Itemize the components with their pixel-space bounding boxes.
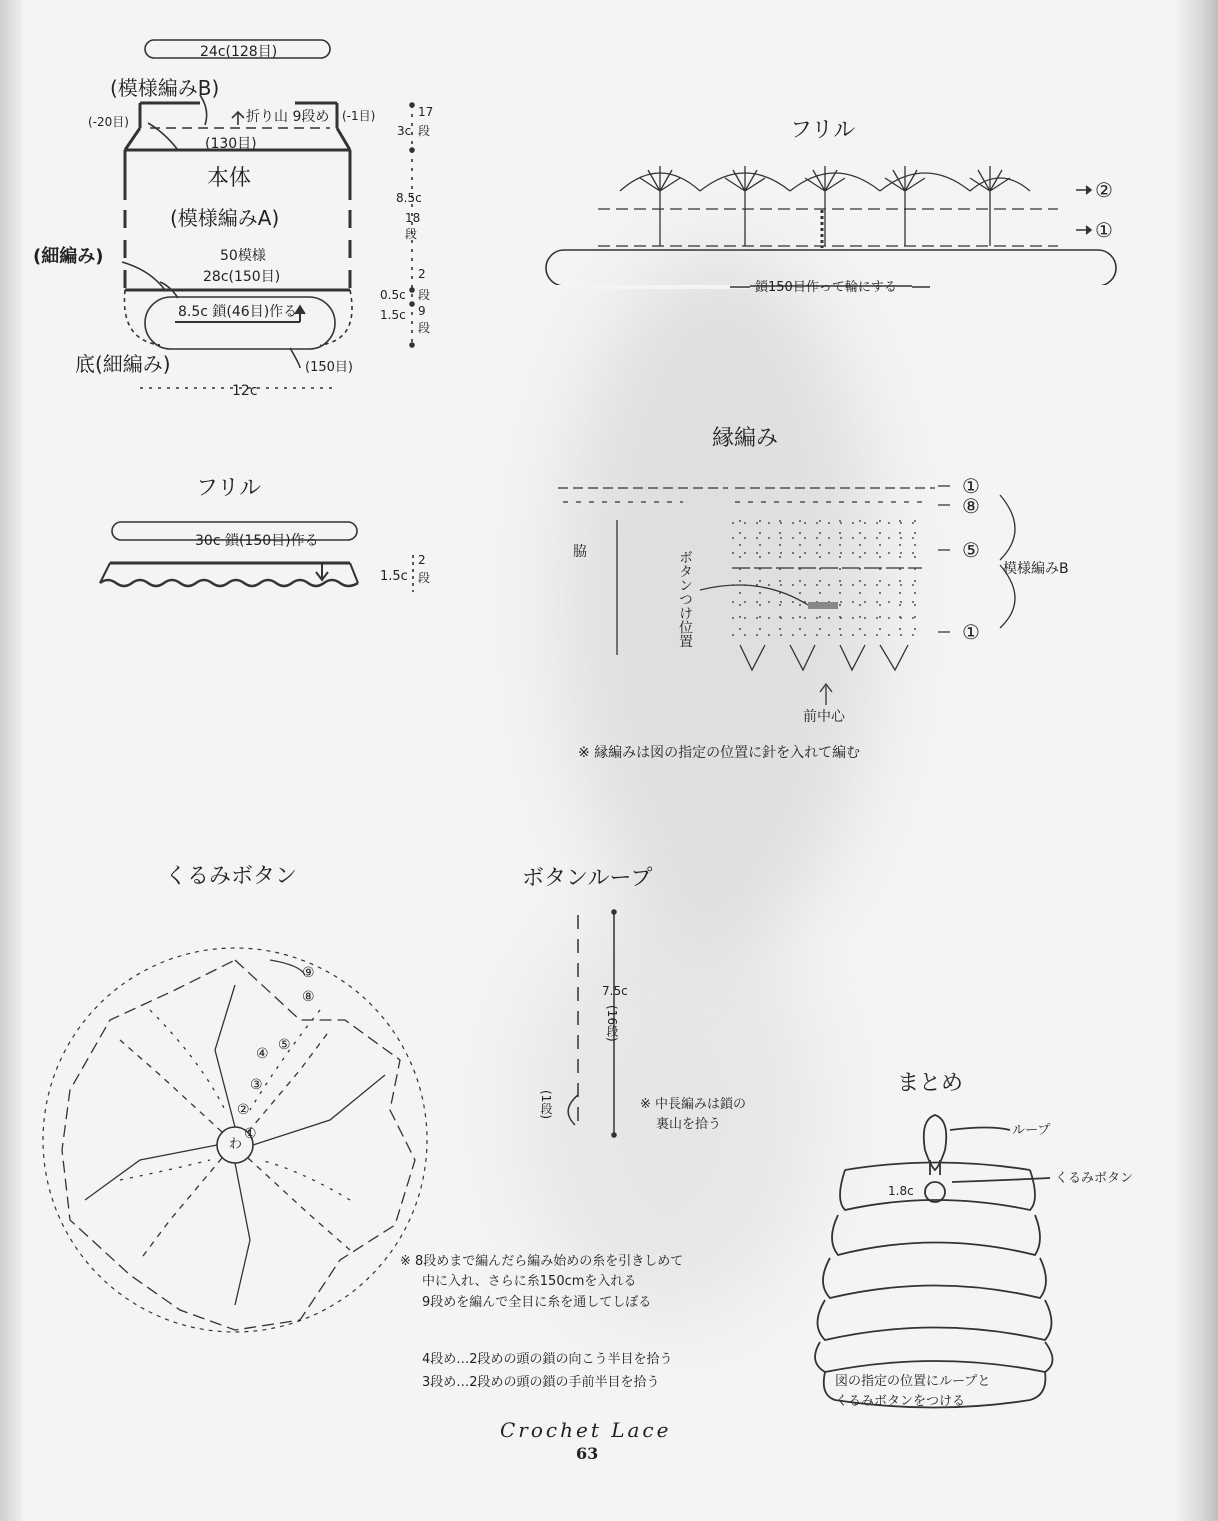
frill-chart-title: フリル — [790, 118, 856, 143]
body-repeats-label: 50模様 — [220, 248, 266, 264]
body-dim-18: 18 — [405, 211, 421, 225]
button-note-4: 4段め…2段めの頭の鎖の向こう半目を拾う — [422, 1352, 673, 1367]
body-dan-3: 段 — [418, 288, 431, 302]
body-bottom-label: 底(細編み) — [75, 352, 171, 376]
button-row-3: ③ — [250, 1077, 263, 1093]
edging-chart-lines — [558, 486, 1015, 705]
button-row-8: ⑧ — [302, 989, 315, 1005]
body-dim-9: 9 — [418, 304, 426, 318]
loop-note-2: 裏山を拾う — [656, 1117, 722, 1132]
button-note-5: 3段め…2段めの頭の鎖の手前半目を拾う — [422, 1375, 660, 1390]
edging-row-5: ⑤ — [962, 538, 980, 562]
loop-one-row: (1段) — [539, 1090, 553, 1119]
finish-note-1: 図の指定の位置にループと — [835, 1374, 991, 1389]
body-pattern-a-label: (模様編みA) — [170, 206, 280, 230]
body-dim-05: 0.5c — [380, 288, 406, 302]
body-count-150: (150目) — [305, 360, 353, 375]
edging-row-1: ① — [962, 620, 980, 644]
button-center-ring: わ — [229, 1137, 243, 1152]
body-fold-label: 折り山 9段め — [246, 109, 330, 125]
body-sc-note: (細編み) — [33, 246, 104, 267]
finished-bag-lines — [815, 1115, 1052, 1408]
body-title: 本体 — [207, 166, 252, 191]
small-frill-title: フリル — [196, 476, 262, 501]
small-frill-dan: 段 — [418, 571, 431, 585]
body-count-130: (130目) — [205, 136, 257, 152]
finish-note-2: くるみボタンをつける — [835, 1394, 966, 1409]
frill-chart-lines — [546, 166, 1116, 287]
edging-row-8: ⑧ — [962, 494, 980, 518]
edging-title: 縁編み — [712, 426, 779, 451]
button-note-1: ※ 8段めまで編んだら編み始めの糸を引きしめて — [400, 1254, 684, 1269]
body-top-width-label: 24c(128目) — [200, 44, 278, 60]
edging-side-label: 脇 — [573, 544, 587, 560]
body-width-28: 28c(150目) — [203, 269, 281, 285]
small-frill-height: 1.5c — [380, 569, 408, 584]
loop-title: ボタンループ — [522, 866, 653, 891]
body-dim-2: 2 — [418, 267, 426, 281]
button-row-1: ① — [244, 1126, 257, 1142]
footer-brand: Crochet Lace — [500, 1418, 672, 1442]
loop-rows: (16段) — [605, 1005, 619, 1042]
body-dan-4: 段 — [418, 321, 431, 335]
small-frill-rows: 2 — [418, 553, 426, 567]
body-dan-1: 段 — [418, 124, 431, 138]
small-frill-chain: 30c 鎖(150目)作る — [195, 533, 319, 549]
button-row-5: ⑤ — [278, 1037, 291, 1053]
body-dim-15: 1.5c — [380, 308, 406, 322]
body-dim-85: 8.5c — [396, 191, 422, 205]
edging-front-center: 前中心 — [803, 709, 845, 725]
edging-pattern-b-label: 模様編みB — [1003, 561, 1069, 577]
body-pattern-b-label: (模様編みB) — [110, 76, 220, 100]
frill-chain-note: 鎖150目作って輪にする — [755, 280, 897, 295]
button-note-3: 9段めを編んで全目に糸を通してしぼる — [422, 1295, 652, 1310]
body-dan-2: 段 — [405, 227, 418, 241]
body-dim-3c: 3c — [397, 124, 412, 138]
loop-length: 7.5c — [602, 984, 628, 998]
finish-title: まとめ — [897, 1071, 964, 1096]
edging-button-position: ボタンつけ位置 — [677, 550, 693, 648]
finish-loop-label: ループ — [1012, 1123, 1051, 1138]
frill-row-2-marker: ② — [1095, 178, 1113, 202]
button-title: くるみボタン — [165, 864, 298, 889]
body-base-chain: 8.5c 鎖(46目)作る — [178, 304, 298, 320]
loop-note-1: ※ 中長編みは鎖の — [640, 1097, 747, 1112]
body-decrease-left: (-20目) — [88, 115, 129, 129]
body-decrease-right: (-1目) — [342, 109, 376, 123]
button-row-9: ⑨ — [302, 965, 315, 981]
finish-distance: 1.8c — [888, 1184, 914, 1198]
page-number: 63 — [576, 1444, 599, 1463]
button-row-2: ② — [237, 1102, 250, 1118]
edging-note: ※ 縁編みは図の指定の位置に針を入れて編む — [578, 745, 861, 761]
edging-row-1-top: ① — [962, 474, 980, 498]
button-note-2: 中に入れ、さらに糸150cmを入れる — [422, 1274, 637, 1289]
body-width-12: 12c — [232, 383, 258, 399]
frill-row-1-marker: ① — [1095, 218, 1113, 242]
finish-button-label: くるみボタン — [1055, 1171, 1134, 1186]
body-dim-17: 17 — [418, 105, 434, 119]
button-row-4: ④ — [256, 1046, 269, 1062]
